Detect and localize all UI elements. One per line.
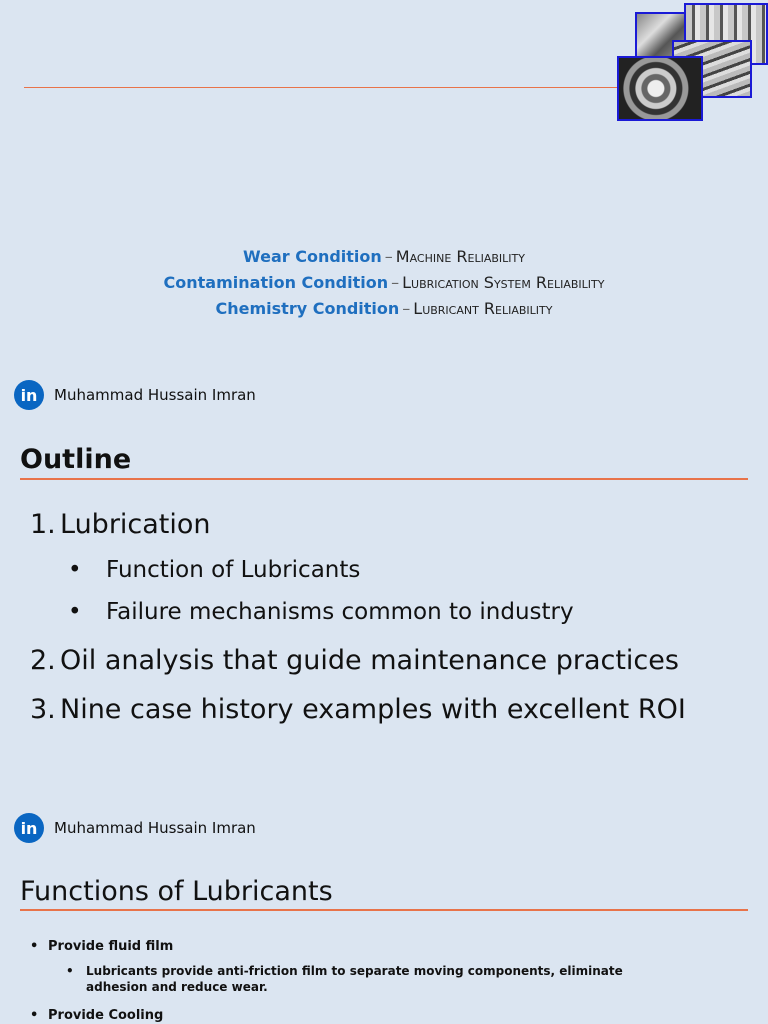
title-divider [20, 478, 748, 480]
header-divider [24, 87, 632, 88]
list-item: 2. Oil analysis that guide maintenance practices [30, 645, 679, 676]
condition-value: Machine Reliability [395, 247, 525, 266]
condition-key: Chemistry Condition [215, 299, 400, 318]
linkedin-icon[interactable]: in [14, 380, 44, 410]
condition-key: Wear Condition [243, 247, 382, 266]
author-credit [14, 813, 256, 843]
list-subitem: • Function of Lubricants [68, 557, 361, 583]
bullet-item: • Provide fluid film [30, 939, 174, 954]
bullet-item: • Provide Cooling [30, 1008, 164, 1023]
bullet-icon: • [68, 557, 82, 583]
bullet-icon: • [30, 1008, 39, 1023]
linkedin-icon[interactable]: in [14, 813, 44, 843]
bearing-photo [617, 56, 703, 121]
list-item: 3. Nine case history examples with excellent ROI [30, 694, 686, 725]
condition-value: Lubrication System Reliability [402, 273, 605, 292]
author-name: Muhammad Hussain Imran [54, 386, 256, 404]
sub-bullet-item: • Lubricants provide anti-friction film to separate moving components, eliminate adhesion and reduce wear. [66, 964, 623, 994]
bullet-icon: • [68, 599, 82, 625]
title-divider [20, 909, 748, 911]
bullet-icon: • [30, 939, 39, 954]
condition-line-wear: Wear Condition – Machine Reliability [243, 247, 525, 266]
condition-key: Contamination Condition [163, 273, 389, 292]
page-title: Outline [20, 444, 132, 475]
condition-line-contamination: Contamination Condition – Lubrication System Reliability [163, 273, 605, 292]
condition-line-chemistry: Chemistry Condition – Lubricant Reliability [215, 299, 553, 318]
author-credit [14, 380, 256, 410]
condition-value: Lubricant Reliability [413, 299, 553, 318]
bullet-icon: • [66, 964, 74, 978]
list-subitem: • Failure mechanisms common to industry [68, 599, 574, 625]
author-name: Muhammad Hussain Imran [54, 819, 256, 837]
section-title: Functions of Lubricants [20, 876, 333, 907]
list-item: 1. Lubrication [30, 509, 211, 540]
